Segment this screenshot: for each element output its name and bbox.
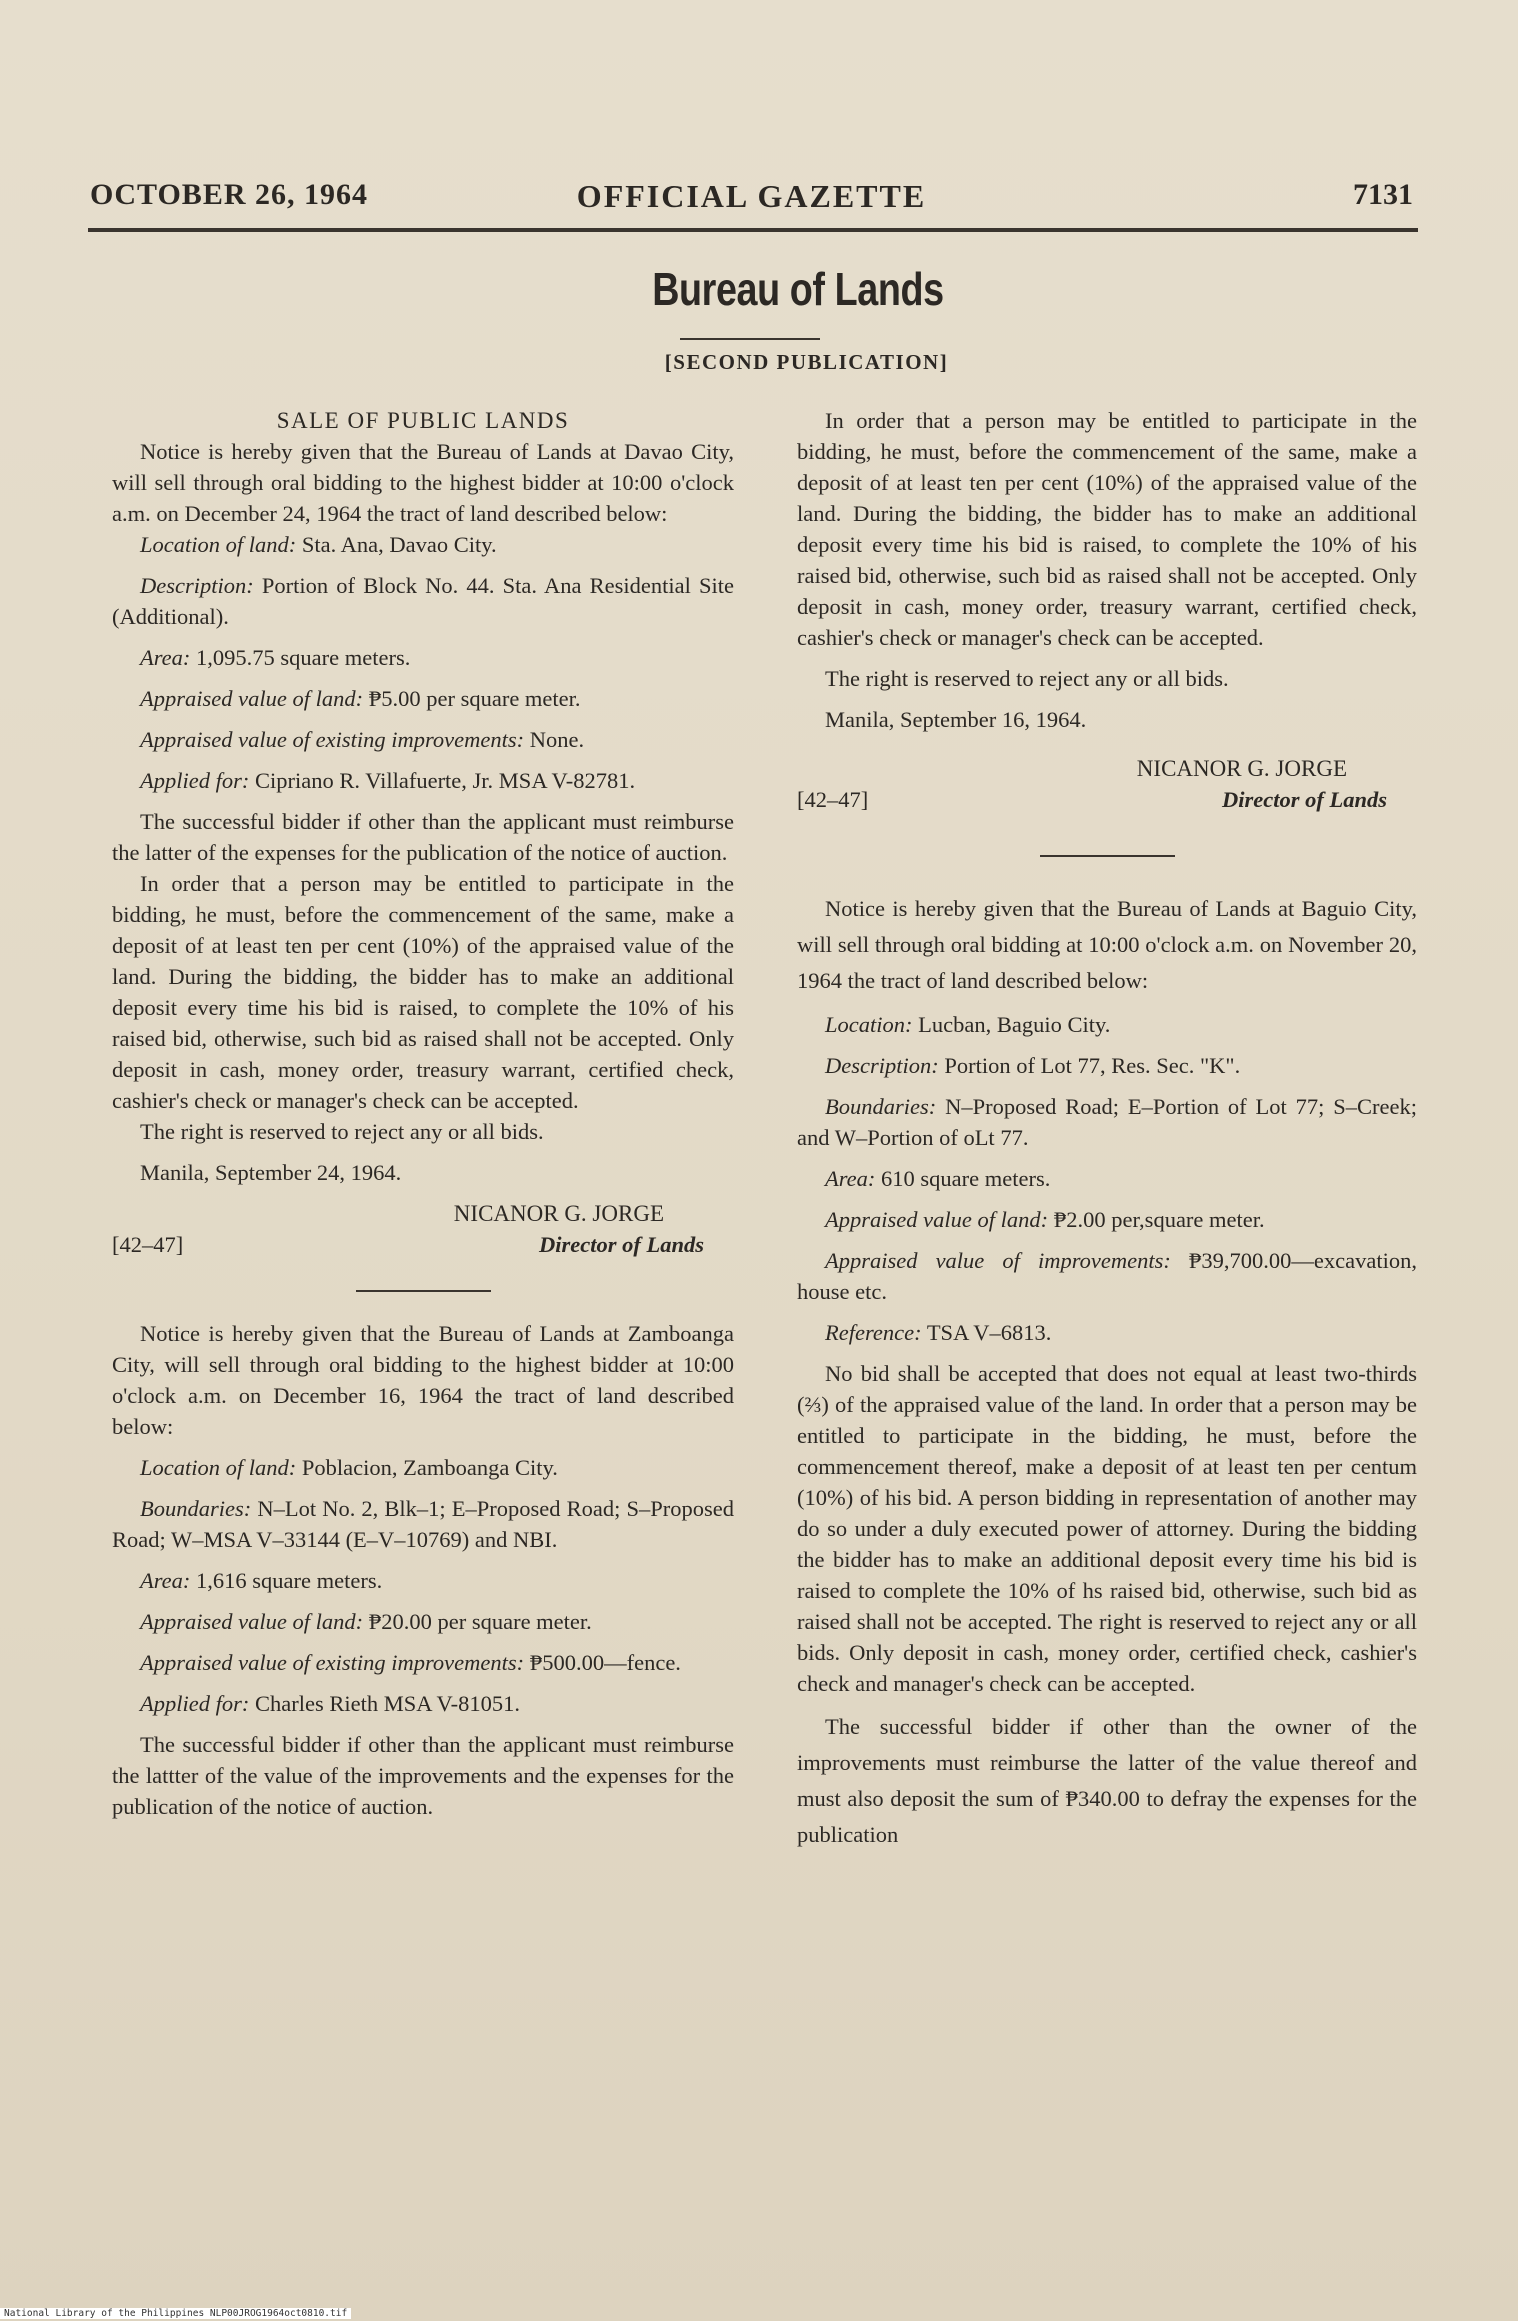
notice2-location: [112, 1452, 734, 1483]
notice2-area: [112, 1565, 734, 1596]
signatory-title: Director of Lands: [1222, 787, 1387, 812]
notice2-applied: [112, 1688, 734, 1719]
publication-label: [SECOND PUBLICATION]: [664, 350, 949, 374]
notice1-reimburse: The successful bidder if other than the applicant must reimburse the latter of the expenses for the publication of the notice of auction.: [112, 809, 734, 865]
notice1-deposit: In order that a person may be entitled to participate in the bidding, he must, before the commencement of the same, make a deposit of at least ten per cent (10%) of the appraised value of the land. During the bidding, the bidder has to make an additional deposit every time his bid is raised, to complete the 10% of his raised bid, otherwise, such bid as raised shall not be accepted. Only deposit in cash, money order, treasury warrant, certified check, cashier's check or manager's check can be accepted.: [112, 871, 734, 1113]
appraised-improvements-value: None.: [529, 727, 585, 752]
page-number: 7131: [1353, 178, 1413, 211]
notice2-reimburse: The successful bidder if other than the applicant must reimburse the lattter of the value of the improvements and the expenses for the publication of the notice of auction.: [112, 1732, 734, 1819]
appraised-land-value: ₱2.00 per,square meter.: [1053, 1207, 1265, 1232]
location-value: Lucban, Baguio City.: [918, 1012, 1111, 1037]
notice3-intro: Notice is hereby given that the Bureau of Lands at Baguio City, will sell through oral bidding at 10:00 o'clock a.m. on November 20, 1964 the tract of land described below:: [797, 896, 1417, 993]
area-value: 1,616 square meters.: [196, 1568, 383, 1593]
appraised-improvements-label: Appraised value of improvements:: [825, 1248, 1171, 1273]
notice3-boundaries: [797, 1091, 1417, 1153]
section-title-rule: [680, 338, 820, 340]
notice1-signature: [112, 1198, 734, 1260]
applied-value: Charles Rieth MSA V-81051.: [254, 1691, 521, 1716]
notice2-appraised-land: [112, 1606, 734, 1637]
boundaries-label: Boundaries:: [140, 1496, 252, 1521]
appraised-land-label: Appraised value of land:: [140, 1609, 364, 1634]
appraised-improvements-value: ₱39,700.00—excavation, house etc.: [797, 1248, 1417, 1304]
notice1-intro: Notice is hereby given that the Bureau of Lands at Davao City, will sell through oral bidding to the highest bidder at 10:00 o'clock a.m. on December 24, 1964 the tract of land described below:: [112, 439, 734, 526]
appraised-land-label: Appraised value of land:: [825, 1207, 1049, 1232]
notice2-signature: [797, 753, 1417, 815]
notice2-deposit: In order that a person may be entitled to participate in the bidding, he must, before the commencement of the same, make a deposit of at least ten per cent (10%) of the appraised value of the land. During the bidding, the bidder has to make an additional deposit every time his bid is raised, to complete the 10% of his raised bid, otherwise, such bid as raised shall not be accepted. Only deposit in cash, money order, treasury warrant, certified check, cashier's check or manager's check can be accepted.: [797, 408, 1417, 650]
location-value: Sta. Ana, Davao City.: [301, 532, 497, 557]
description-label: Description:: [140, 573, 254, 598]
notice2-boundaries: [112, 1493, 734, 1555]
appraised-improvements-value: ₱500.00—fence.: [529, 1650, 681, 1675]
left-column: [112, 405, 734, 1822]
boundaries-label: Boundaries:: [825, 1094, 937, 1119]
area-label: Area:: [140, 645, 191, 670]
boundaries-value: N–Proposed Road; E–Portion of Lot 77; S–Creek; and W–Portion of oLt 77.: [797, 1094, 1417, 1150]
notice-divider: [1040, 855, 1175, 857]
notice2-appraised-improvements: [112, 1647, 734, 1678]
notice1-appraised-land: [112, 683, 734, 714]
boundaries-value: N–Lot No. 2, Blk–1; E–Proposed Road; S–Proposed Road; W–MSA V–33144 (E–V–10769) and NBI.: [112, 1496, 734, 1552]
notice2-dated: Manila, September 16, 1964.: [825, 707, 1087, 732]
notice-heading: SALE OF PUBLIC LANDS: [276, 408, 570, 433]
reference-value: TSA V–6813.: [926, 1320, 1052, 1345]
scan-footer: National Library of the Philippines NLP00JROG1964oct0810.tif: [0, 2308, 351, 2319]
notice3-bid-terms: No bid shall be accepted that does not equal at least two-thirds (⅔) of the appraised value of the land. In order that a person may be entitled to participate in the bidding, he must, before the commencement thereof, make a deposit of at least ten per centum (10%) of his bid. A person bidding in representation of another may do so under a duly executed power of attorney. During the bidding the bidder has to make an additional deposit every time his bid is raised to complete the 10% of hs raised bid, otherwise, such bid as raised shall not be accepted. The right is reserved to reject any or all bids. Only deposit in cash, money order, certified check, cashier's check and manager's check can be accepted.: [797, 1361, 1417, 1696]
notice1-area: [112, 642, 734, 673]
location-label: Location of land:: [140, 1455, 297, 1480]
location-value: Poblacion, Zamboanga City.: [301, 1455, 558, 1480]
notice3-appraised-land: [797, 1204, 1417, 1235]
header-rule: [88, 228, 1418, 232]
notice1-applied: [112, 765, 734, 796]
area-value: 610 square meters.: [881, 1166, 1051, 1191]
notice1-location: [112, 529, 734, 560]
area-value: 1,095.75 square meters.: [196, 645, 411, 670]
signatory-title: Director of Lands: [539, 1232, 704, 1257]
notice1-description: [112, 570, 734, 632]
appraised-land-label: Appraised value of land:: [140, 686, 364, 711]
right-column: [797, 405, 1417, 1853]
notice1-appraised-improvements: [112, 724, 734, 755]
applied-label: Applied for:: [140, 1691, 250, 1716]
signatory-name: NICANOR G. JORGE: [1136, 756, 1347, 781]
notice3-description: [797, 1050, 1417, 1081]
issue-reference: [42–47]: [797, 787, 869, 812]
section-title: Bureau of Lands: [652, 263, 944, 315]
notice3-location: [797, 1009, 1417, 1040]
notice1-reserve: The right is reserved to reject any or all bids.: [140, 1119, 544, 1144]
description-value: Portion of Block No. 44. Sta. Ana Residential Site (Additional).: [112, 573, 734, 629]
applied-label: Applied for:: [140, 768, 250, 793]
notice2-reserve: The right is reserved to reject any or all bids.: [825, 666, 1229, 691]
area-label: Area:: [140, 1568, 191, 1593]
notice2-intro: Notice is hereby given that the Bureau of Lands at Zamboanga City, will sell through oral bidding to the highest bidder at 10:00 o'clock a.m. on December 16, 1964 the tract of land described below:: [112, 1321, 734, 1439]
notice3-appraised-improvements: [797, 1245, 1417, 1307]
notice3-reference: [797, 1317, 1417, 1348]
issue-date: OCTOBER 26, 1964: [90, 178, 368, 211]
notice3-area: [797, 1163, 1417, 1194]
appraised-improvements-label: Appraised value of existing improvements:: [140, 1650, 525, 1675]
location-label: Location of land:: [140, 532, 297, 557]
notice3-reimburse: The successful bidder if other than the owner of the improvements must reimburse the latter of the value thereof and must also deposit the sum of ₱340.00 to defray the expenses for the publication: [797, 1714, 1417, 1847]
page-header: [90, 178, 1413, 220]
description-value: Portion of Lot 77, Res. Sec. "K".: [944, 1053, 1241, 1078]
issue-reference: [42–47]: [112, 1232, 184, 1257]
notice-divider: [356, 1290, 491, 1292]
appraised-land-value: ₱5.00 per square meter.: [368, 686, 581, 711]
area-label: Area:: [825, 1166, 876, 1191]
notice1-dated: Manila, September 24, 1964.: [140, 1160, 402, 1185]
publication-title: OFFICIAL GAZETTE: [576, 178, 927, 214]
applied-value: Cipriano R. Villafuerte, Jr. MSA V-82781.: [254, 768, 636, 793]
appraised-improvements-label: Appraised value of existing improvements:: [140, 727, 525, 752]
location-label: Location:: [825, 1012, 913, 1037]
signatory-name: NICANOR G. JORGE: [453, 1201, 664, 1226]
reference-label: Reference:: [825, 1320, 922, 1345]
description-label: Description:: [825, 1053, 939, 1078]
appraised-land-value: ₱20.00 per square meter.: [368, 1609, 592, 1634]
